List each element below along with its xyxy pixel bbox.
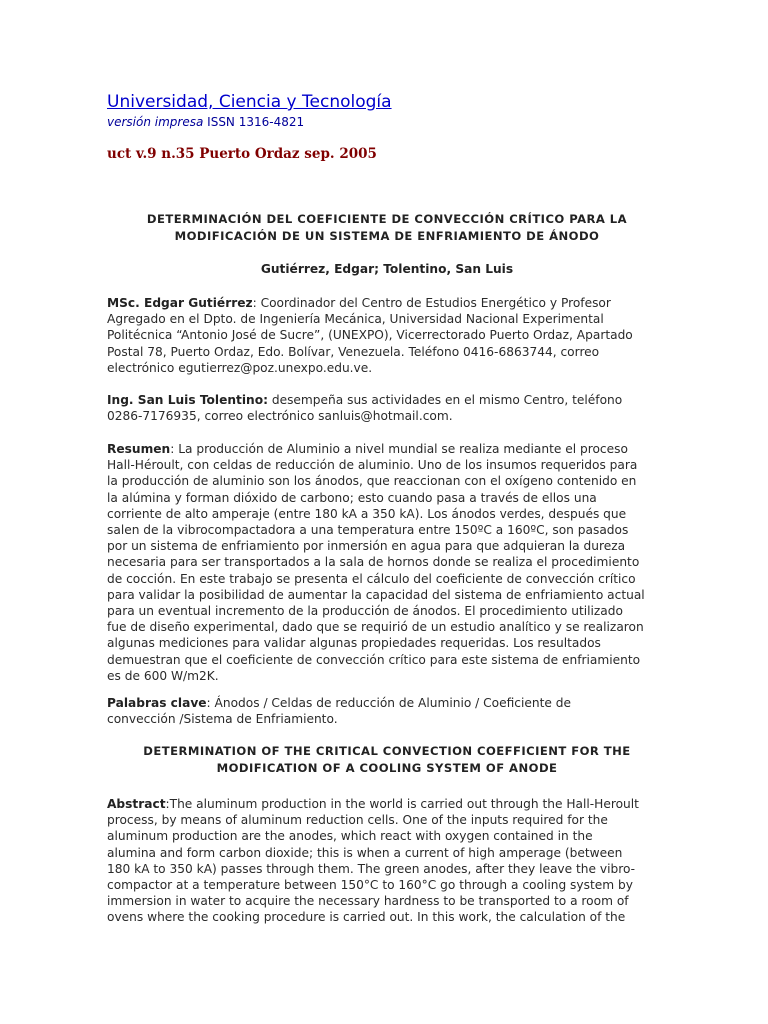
keywords-text: : Ánodos / Celdas de reducción de Aluminio / Coeficiente de — [206, 696, 571, 710]
paragraph-line: Postal 78, Puerto Ordaz, Edo. Bolívar, Venezuela. Teléfono 0416-6863744, correo — [107, 344, 600, 359]
paragraph-line: algunas mediciones para validar algunas propiedades requeridas. Los resultados — [107, 636, 601, 651]
paragraph-line: necesaria para ser transportados a la sala de hornos donde se realiza el procedimiento — [107, 555, 640, 570]
spanish-title-line: MODIFICACIÓN DE UN SISTEMA DE ENFRIAMIENTO DE ÁNODO — [174, 229, 600, 243]
author2-text: desempeña sus actividades en el mismo Centro, teléfono — [267, 393, 623, 407]
paragraph-line: para validar la posibilidad de aumentar la capacidad del sistema de enfriamiento actual — [107, 587, 645, 602]
resumen-label: Resumen — [107, 442, 171, 456]
paragraph-line: alumina and form carbon dioxide; this is when a current of high amperage (between — [107, 845, 623, 860]
paragraph-line: fue de diseño experimental, dado que se requirió de un estudio analítico y se realizaron — [107, 620, 644, 635]
paragraph-line: la producción de aluminio son los ánodos, que reaccionan con el oxígeno contenido en — [107, 474, 637, 489]
paragraph-line: salen de la vibrocompactadora a una temperatura entre 150ºC a 160ºC, son pasados — [107, 523, 629, 538]
english-title — [107, 743, 667, 777]
paragraph-line — [107, 441, 667, 457]
paragraph-line: 180 kA to 350 kA) passes through them. The green anodes, after they leave the vibro- — [107, 861, 636, 876]
paragraph-line: Agregado en el Dpto. de Ingeniería Mecánica, Universidad Nacional Experimental — [107, 312, 604, 327]
paragraph-line — [107, 295, 667, 311]
paragraph-line: process, by means of aluminum reduction cells. One of the inputs required for the — [107, 813, 608, 828]
paragraph-line — [107, 392, 667, 408]
abstract-text: :The aluminum production in the world is carried out through the Hall-Heroult — [165, 797, 639, 811]
authors-line: Gutiérrez, Edgar; Tolentino, San Luis — [260, 262, 514, 276]
paragraph-line: immersion in water to acquire the necessary hardness to be transported to a room of — [107, 894, 629, 909]
issn-line — [107, 115, 304, 129]
english-title-line: MODIFICATION OF A COOLING SYSTEM OF ANODE — [216, 761, 558, 775]
paragraph-line: demuestran que el coeficiente de convección crítico para este sistema de enfriamiento — [107, 652, 641, 667]
paragraph-line: ovens where the cooking procedure is carried out. In this work, the calculation of the — [107, 910, 626, 925]
author1-text: : Coordinador del Centro de Estudios Energético y Profesor — [252, 296, 611, 310]
keywords-label: Palabras clave — [107, 696, 207, 710]
paragraph-line: corriente de alto amperaje (entre 180 kA a 350 kA). Los ánodos verdes, después que — [107, 506, 627, 521]
paragraph-line: electrónico egutierrez@poz.unexpo.edu.ve. — [107, 360, 373, 375]
paragraph-line: Politécnica “Antonio José de Sucre”, (UNEXPO), Vicerrectorado Puerto Ordaz, Apartado — [107, 328, 633, 343]
english-title-line: DETERMINATION OF THE CRITICAL CONVECTION COEFFICIENT FOR THE — [143, 744, 631, 758]
keywords-paragraph — [107, 695, 667, 727]
author1-name: MSc. Edgar Gutiérrez — [107, 296, 253, 310]
paragraph-line: Hall-Héroult, con celdas de reducción de aluminio. Uno de los insumos requeridos para — [107, 458, 638, 473]
issue-line: uct v.9 n.35 Puerto Ordaz sep. 2005 — [107, 146, 377, 162]
journal-title-link[interactable]: Universidad, Ciencia y Tecnología — [107, 92, 392, 112]
paragraph-line: de cocción. En este trabajo se presenta el cálculo del coeficiente de convección crítico — [107, 571, 636, 586]
author2-paragraph — [107, 392, 667, 424]
spanish-title — [107, 211, 667, 245]
paragraph-line: convección /Sistema de Enfriamiento. — [107, 712, 338, 727]
author2-name: Ing. San Luis Tolentino: — [107, 393, 268, 407]
paragraph-line — [107, 695, 667, 711]
paragraph-line: por un sistema de enfriamiento por inmersión en agua para que adquieran la dureza — [107, 539, 626, 554]
paragraph-line: es de 600 W/m2K. — [107, 668, 219, 683]
paragraph-line: para un eventual incremento de la producción de ánodos. El procedimiento utilizado — [107, 604, 623, 619]
abstract-label: Abstract — [107, 797, 166, 811]
resumen-text: : La producción de Aluminio a nivel mundial se realiza mediante el proceso — [170, 442, 628, 456]
paragraph-line: aluminum production are the anodes, which react with oxygen contained in the — [107, 829, 593, 844]
abstract-paragraph — [107, 796, 667, 926]
paragraph-line: la alúmina y forman dióxido de carbono; esto cuando pasa a través de ellos una — [107, 490, 597, 505]
edition-label: versión impresa — [107, 115, 204, 129]
paragraph-line: compactor at a temperature between 150°C to 160°C go through a cooling system by — [107, 878, 633, 893]
author1-paragraph — [107, 295, 667, 376]
resumen-paragraph — [107, 441, 667, 684]
issn-number: ISSN 1316-4821 — [207, 115, 305, 129]
spanish-title-line: DETERMINACIÓN DEL COEFICIENTE DE CONVECCIÓN CRÍTICO PARA LA — [146, 212, 628, 226]
paragraph-line: 0286-7176935, correo electrónico sanluis@hotmail.com. — [107, 409, 453, 424]
paragraph-line — [107, 796, 667, 812]
